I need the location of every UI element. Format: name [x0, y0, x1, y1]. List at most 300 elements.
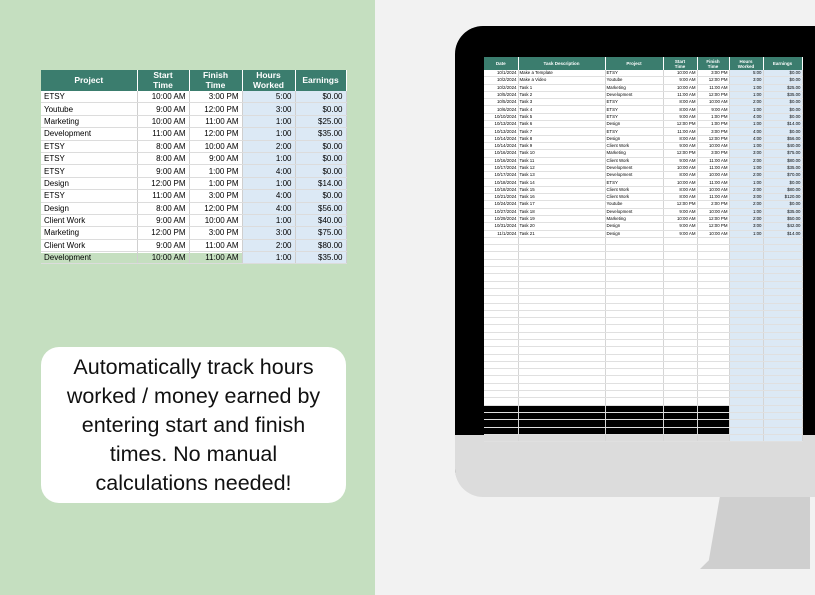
spreadsheet-cell[interactable]: 1:00 PM [697, 113, 729, 120]
spreadsheet-empty-cell[interactable] [697, 354, 729, 361]
spreadsheet-empty-cell[interactable] [697, 245, 729, 252]
zoomed-table-cell[interactable]: 11:00 AM [189, 115, 242, 127]
spreadsheet-cell[interactable]: Design [605, 135, 663, 142]
spreadsheet-cell[interactable]: Task 9 [518, 142, 605, 149]
spreadsheet-cell[interactable]: 11:00 AM [663, 91, 697, 98]
zoomed-table-cell[interactable]: ETSY [41, 91, 137, 103]
zoomed-table-cell[interactable]: 3:00 PM [189, 227, 242, 239]
spreadsheet-empty-cell[interactable] [518, 376, 605, 383]
spreadsheet-empty-cell[interactable] [697, 288, 729, 295]
zoomed-table-cell[interactable]: 1:00 [242, 214, 295, 226]
spreadsheet-cell[interactable]: Task 3 [518, 99, 605, 106]
spreadsheet-empty-cell[interactable] [763, 398, 802, 405]
spreadsheet-cell[interactable]: Youtube [605, 77, 663, 84]
spreadsheet-cell[interactable]: 1:00 [729, 208, 763, 215]
spreadsheet-empty-cell[interactable] [697, 391, 729, 398]
spreadsheet-cell[interactable]: $0.00 [763, 128, 802, 135]
spreadsheet-empty-cell[interactable] [484, 318, 518, 325]
zoomed-table-cell[interactable]: 8:00 AM [137, 140, 189, 152]
spreadsheet-cell[interactable]: $35.00 [763, 91, 802, 98]
spreadsheet-cell[interactable]: $25.00 [763, 84, 802, 91]
spreadsheet-empty-cell[interactable] [697, 405, 729, 412]
zoomed-table-cell[interactable]: 1:00 [242, 252, 295, 264]
spreadsheet-empty-cell[interactable] [663, 281, 697, 288]
spreadsheet-empty-cell[interactable] [605, 325, 663, 332]
spreadsheet-cell[interactable]: 2:00 [729, 172, 763, 179]
zoomed-table-cell[interactable]: Client Work [41, 214, 137, 226]
spreadsheet-empty-cell[interactable] [663, 310, 697, 317]
spreadsheet-empty-cell[interactable] [663, 427, 697, 434]
spreadsheet-cell[interactable]: Task 8 [518, 135, 605, 142]
spreadsheet-empty-cell[interactable] [605, 347, 663, 354]
spreadsheet-cell[interactable]: 10/13/2024 [484, 128, 518, 135]
spreadsheet-cell[interactable]: 10:00 AM [663, 215, 697, 222]
spreadsheet-empty-cell[interactable] [484, 252, 518, 259]
spreadsheet-cell[interactable]: ETSY [605, 70, 663, 77]
spreadsheet-cell[interactable]: Task 10 [518, 150, 605, 157]
zoomed-table-cell[interactable]: 9:00 AM [189, 152, 242, 164]
spreadsheet-empty-cell[interactable] [518, 259, 605, 266]
spreadsheet-cell[interactable]: 9:00 AM [663, 223, 697, 230]
zoomed-table-cell[interactable]: $0.00 [295, 140, 346, 152]
spreadsheet-cell[interactable]: Task 21 [518, 230, 605, 237]
spreadsheet-cell[interactable]: 10/14/2024 [484, 135, 518, 142]
spreadsheet-empty-cell[interactable] [663, 383, 697, 390]
spreadsheet-cell[interactable]: 10/17/2024 [484, 164, 518, 171]
spreadsheet-empty-cell[interactable] [605, 245, 663, 252]
zoomed-table-cell[interactable]: 2:00 [242, 239, 295, 251]
spreadsheet-empty-cell[interactable] [663, 412, 697, 419]
spreadsheet-cell[interactable]: 1:00 [729, 142, 763, 149]
zoomed-table-cell[interactable]: 3:00 [242, 103, 295, 115]
spreadsheet-empty-cell[interactable] [484, 369, 518, 376]
spreadsheet-empty-cell[interactable] [663, 252, 697, 259]
spreadsheet-empty-cell[interactable] [484, 325, 518, 332]
zoomed-table-cell[interactable]: 11:00 AM [189, 252, 242, 264]
zoomed-table-cell[interactable]: 8:00 AM [137, 152, 189, 164]
spreadsheet-cell[interactable]: Task 14 [518, 179, 605, 186]
spreadsheet-cell[interactable]: $80.00 [763, 186, 802, 193]
spreadsheet-cell[interactable]: 12:00 PM [697, 91, 729, 98]
spreadsheet-cell[interactable]: ETSY [605, 113, 663, 120]
spreadsheet-empty-cell[interactable] [763, 361, 802, 368]
spreadsheet-cell[interactable]: $35.00 [763, 164, 802, 171]
spreadsheet-cell[interactable]: $0.00 [763, 113, 802, 120]
spreadsheet-empty-cell[interactable] [729, 303, 763, 310]
spreadsheet-cell[interactable]: 12:00 PM [663, 150, 697, 157]
spreadsheet-cell[interactable]: $70.00 [763, 172, 802, 179]
spreadsheet-empty-cell[interactable] [763, 391, 802, 398]
spreadsheet-cell[interactable]: $56.00 [763, 135, 802, 142]
spreadsheet-empty-cell[interactable] [605, 391, 663, 398]
spreadsheet-cell[interactable]: 10/27/2024 [484, 208, 518, 215]
spreadsheet-empty-cell[interactable] [729, 252, 763, 259]
spreadsheet-cell[interactable]: Task 7 [518, 128, 605, 135]
spreadsheet-empty-cell[interactable] [697, 376, 729, 383]
spreadsheet-empty-cell[interactable] [518, 303, 605, 310]
spreadsheet-empty-cell[interactable] [697, 237, 729, 244]
spreadsheet-empty-cell[interactable] [763, 412, 802, 419]
zoomed-table-cell[interactable]: 5:00 [242, 91, 295, 103]
spreadsheet-cell[interactable]: 2:00 PM [697, 201, 729, 208]
spreadsheet-empty-cell[interactable] [484, 303, 518, 310]
spreadsheet-empty-cell[interactable] [518, 288, 605, 295]
spreadsheet-cell[interactable]: 10/31/2024 [484, 223, 518, 230]
spreadsheet-header-cell[interactable]: Hours Worked [729, 57, 763, 70]
spreadsheet-empty-cell[interactable] [763, 310, 802, 317]
spreadsheet-cell[interactable]: $0.00 [763, 179, 802, 186]
spreadsheet-empty-cell[interactable] [697, 347, 729, 354]
spreadsheet-cell[interactable]: 10/16/2024 [484, 157, 518, 164]
spreadsheet-header-cell[interactable]: Start Time [663, 57, 697, 70]
spreadsheet-cell[interactable]: Task 13 [518, 172, 605, 179]
spreadsheet-empty-cell[interactable] [518, 267, 605, 274]
spreadsheet-cell[interactable]: $50.00 [763, 215, 802, 222]
spreadsheet-empty-cell[interactable] [484, 237, 518, 244]
spreadsheet-cell[interactable]: 1:00 [729, 164, 763, 171]
spreadsheet-empty-cell[interactable] [518, 369, 605, 376]
spreadsheet-cell[interactable]: $35.00 [763, 208, 802, 215]
spreadsheet-empty-cell[interactable] [763, 369, 802, 376]
spreadsheet-empty-cell[interactable] [763, 245, 802, 252]
spreadsheet-empty-cell[interactable] [763, 237, 802, 244]
spreadsheet-cell[interactable]: 8:00 AM [663, 172, 697, 179]
spreadsheet-empty-cell[interactable] [518, 237, 605, 244]
spreadsheet-cell[interactable]: 9:00 AM [663, 157, 697, 164]
spreadsheet-empty-cell[interactable] [518, 281, 605, 288]
spreadsheet-cell[interactable]: $0.00 [763, 77, 802, 84]
spreadsheet-cell[interactable]: Task 15 [518, 186, 605, 193]
zoomed-table-header-cell[interactable]: Project [41, 70, 137, 91]
spreadsheet-empty-cell[interactable] [484, 427, 518, 434]
zoomed-table-cell[interactable]: 4:00 [242, 202, 295, 214]
spreadsheet-empty-cell[interactable] [518, 332, 605, 339]
spreadsheet-empty-cell[interactable] [605, 412, 663, 419]
spreadsheet-empty-cell[interactable] [484, 420, 518, 427]
zoomed-table-cell[interactable]: 9:00 AM [137, 239, 189, 251]
zoomed-table-cell[interactable]: 12:00 PM [137, 227, 189, 239]
spreadsheet-cell[interactable]: 11:00 AM [697, 194, 729, 201]
spreadsheet-cell[interactable]: Task 1 [518, 84, 605, 91]
spreadsheet-empty-cell[interactable] [663, 303, 697, 310]
spreadsheet-empty-cell[interactable] [484, 339, 518, 346]
spreadsheet-empty-cell[interactable] [484, 274, 518, 281]
spreadsheet-empty-cell[interactable] [663, 259, 697, 266]
spreadsheet-empty-cell[interactable] [663, 296, 697, 303]
spreadsheet-cell[interactable]: 11:00 AM [697, 84, 729, 91]
spreadsheet-cell[interactable]: Task 18 [518, 208, 605, 215]
spreadsheet-cell[interactable]: 10:00 AM [663, 179, 697, 186]
spreadsheet-cell[interactable]: 10/16/2024 [484, 150, 518, 157]
spreadsheet-empty-cell[interactable] [484, 412, 518, 419]
spreadsheet-empty-cell[interactable] [729, 259, 763, 266]
zoomed-table-cell[interactable]: 4:00 [242, 165, 295, 177]
spreadsheet-cell[interactable]: 12:00 PM [697, 135, 729, 142]
zoomed-table-cell[interactable]: 12:00 PM [189, 128, 242, 140]
spreadsheet-empty-cell[interactable] [605, 383, 663, 390]
zoomed-table-cell[interactable]: 1:00 PM [189, 177, 242, 189]
zoomed-table-cell[interactable]: 12:00 PM [189, 202, 242, 214]
spreadsheet-empty-cell[interactable] [729, 325, 763, 332]
spreadsheet-header-cell[interactable]: Project [605, 57, 663, 70]
spreadsheet-empty-cell[interactable] [697, 303, 729, 310]
spreadsheet-cell[interactable]: Marketing [605, 215, 663, 222]
spreadsheet-cell[interactable]: $0.00 [763, 99, 802, 106]
spreadsheet-cell[interactable]: Design [605, 230, 663, 237]
spreadsheet-cell[interactable]: 3:00 PM [697, 70, 729, 77]
spreadsheet-empty-cell[interactable] [605, 274, 663, 281]
spreadsheet-empty-cell[interactable] [697, 296, 729, 303]
spreadsheet-empty-cell[interactable] [729, 412, 763, 419]
spreadsheet-empty-cell[interactable] [697, 434, 729, 441]
spreadsheet-empty-cell[interactable] [729, 434, 763, 441]
zoomed-table-cell[interactable]: 1:00 PM [189, 165, 242, 177]
zoomed-table-cell[interactable]: ETSY [41, 190, 137, 202]
spreadsheet-cell[interactable]: 10/29/2024 [484, 215, 518, 222]
spreadsheet-cell[interactable]: 10:00 AM [663, 84, 697, 91]
spreadsheet-cell[interactable]: $80.00 [763, 157, 802, 164]
spreadsheet-empty-cell[interactable] [763, 325, 802, 332]
spreadsheet-empty-cell[interactable] [663, 391, 697, 398]
spreadsheet-empty-cell[interactable] [729, 376, 763, 383]
spreadsheet-cell[interactable]: Marketing [605, 150, 663, 157]
spreadsheet-cell[interactable]: $75.00 [763, 150, 802, 157]
spreadsheet-empty-cell[interactable] [763, 281, 802, 288]
zoomed-table-cell[interactable]: 11:00 AM [189, 239, 242, 251]
spreadsheet-cell[interactable]: Development [605, 208, 663, 215]
spreadsheet-cell[interactable]: Design [605, 223, 663, 230]
spreadsheet-cell[interactable]: $0.00 [763, 201, 802, 208]
spreadsheet-empty-cell[interactable] [663, 332, 697, 339]
spreadsheet-empty-cell[interactable] [518, 296, 605, 303]
spreadsheet-empty-cell[interactable] [697, 412, 729, 419]
zoomed-table-cell[interactable]: 1:00 [242, 115, 295, 127]
spreadsheet-empty-cell[interactable] [484, 245, 518, 252]
spreadsheet-cell[interactable]: 10:00 AM [697, 172, 729, 179]
spreadsheet-empty-cell[interactable] [763, 434, 802, 441]
spreadsheet-cell[interactable]: Marketing [605, 84, 663, 91]
spreadsheet-cell[interactable]: Make a Template [518, 70, 605, 77]
zoomed-table-cell[interactable]: $0.00 [295, 190, 346, 202]
spreadsheet-empty-cell[interactable] [605, 332, 663, 339]
spreadsheet-empty-cell[interactable] [484, 405, 518, 412]
spreadsheet-empty-cell[interactable] [729, 332, 763, 339]
spreadsheet-cell[interactable]: 12:00 PM [697, 77, 729, 84]
spreadsheet-empty-cell[interactable] [697, 361, 729, 368]
zoomed-table-header-cell[interactable]: Start Time [137, 70, 189, 91]
spreadsheet-cell[interactable]: Task 5 [518, 113, 605, 120]
spreadsheet-cell[interactable]: 8:00 AM [663, 106, 697, 113]
spreadsheet-empty-cell[interactable] [605, 339, 663, 346]
spreadsheet-empty-cell[interactable] [605, 434, 663, 441]
spreadsheet-empty-cell[interactable] [605, 427, 663, 434]
spreadsheet-empty-cell[interactable] [484, 332, 518, 339]
spreadsheet-cell[interactable]: 12:00 PM [697, 223, 729, 230]
zoomed-table-cell[interactable]: Marketing [41, 227, 137, 239]
spreadsheet-empty-cell[interactable] [484, 361, 518, 368]
spreadsheet-cell[interactable]: 12:00 PM [663, 121, 697, 128]
spreadsheet-cell[interactable]: 10/5/2024 [484, 99, 518, 106]
zoomed-table-cell[interactable]: 12:00 PM [137, 177, 189, 189]
spreadsheet-empty-cell[interactable] [663, 267, 697, 274]
spreadsheet-cell[interactable]: 10/13/2024 [484, 121, 518, 128]
spreadsheet-empty-cell[interactable] [484, 288, 518, 295]
spreadsheet-empty-cell[interactable] [518, 420, 605, 427]
spreadsheet-cell[interactable]: 4:00 [729, 113, 763, 120]
spreadsheet-empty-cell[interactable] [663, 274, 697, 281]
spreadsheet-cell[interactable]: 2:00 [729, 201, 763, 208]
spreadsheet-cell[interactable]: Development [605, 91, 663, 98]
spreadsheet-empty-cell[interactable] [663, 339, 697, 346]
zoomed-table-header-cell[interactable]: Earnings [295, 70, 346, 91]
spreadsheet-empty-cell[interactable] [484, 281, 518, 288]
zoomed-table-cell[interactable]: 4:00 [242, 190, 295, 202]
spreadsheet-cell[interactable]: $42.00 [763, 223, 802, 230]
spreadsheet-cell[interactable]: 3:00 [729, 223, 763, 230]
spreadsheet-empty-cell[interactable] [605, 318, 663, 325]
spreadsheet-empty-cell[interactable] [484, 391, 518, 398]
spreadsheet-empty-cell[interactable] [518, 427, 605, 434]
spreadsheet-cell[interactable]: 3:00 PM [697, 150, 729, 157]
spreadsheet-empty-cell[interactable] [697, 310, 729, 317]
spreadsheet-empty-cell[interactable] [663, 420, 697, 427]
zoomed-table-cell[interactable]: $14.00 [295, 177, 346, 189]
spreadsheet-empty-cell[interactable] [605, 405, 663, 412]
spreadsheet-empty-cell[interactable] [605, 376, 663, 383]
spreadsheet-empty-cell[interactable] [729, 274, 763, 281]
spreadsheet-cell[interactable]: 3:00 [729, 194, 763, 201]
spreadsheet-cell[interactable]: 10/21/2024 [484, 194, 518, 201]
spreadsheet-cell[interactable]: $40.00 [763, 142, 802, 149]
zoomed-table-cell[interactable]: Development [41, 128, 137, 140]
spreadsheet-cell[interactable]: 10/18/2024 [484, 179, 518, 186]
zoomed-table-cell[interactable]: $35.00 [295, 252, 346, 264]
spreadsheet-empty-cell[interactable] [729, 391, 763, 398]
spreadsheet-cell[interactable]: Task 11 [518, 157, 605, 164]
zoomed-table-cell[interactable]: $75.00 [295, 227, 346, 239]
zoomed-table-cell[interactable]: $0.00 [295, 91, 346, 103]
spreadsheet-empty-cell[interactable] [763, 318, 802, 325]
spreadsheet-cell[interactable]: 12:00 PM [663, 201, 697, 208]
spreadsheet-empty-cell[interactable] [763, 303, 802, 310]
zoomed-table-cell[interactable]: 9:00 AM [137, 165, 189, 177]
zoomed-table-cell[interactable]: 10:00 AM [189, 140, 242, 152]
spreadsheet-empty-cell[interactable] [663, 354, 697, 361]
spreadsheet-cell[interactable]: 10/17/2024 [484, 172, 518, 179]
spreadsheet-empty-cell[interactable] [697, 252, 729, 259]
spreadsheet-cell[interactable]: 3:00 PM [697, 128, 729, 135]
spreadsheet-cell[interactable]: 10/24/2024 [484, 201, 518, 208]
zoomed-table-cell[interactable]: $40.00 [295, 214, 346, 226]
spreadsheet-empty-cell[interactable] [518, 405, 605, 412]
spreadsheet-cell[interactable]: ETSY [605, 106, 663, 113]
zoomed-table-cell[interactable]: Development [41, 252, 137, 264]
spreadsheet-empty-cell[interactable] [697, 339, 729, 346]
spreadsheet-empty-cell[interactable] [518, 434, 605, 441]
spreadsheet-empty-cell[interactable] [729, 281, 763, 288]
spreadsheet-empty-cell[interactable] [763, 259, 802, 266]
spreadsheet-cell[interactable]: $120.00 [763, 194, 802, 201]
spreadsheet-empty-cell[interactable] [729, 354, 763, 361]
spreadsheet-cell[interactable]: 10/2/2024 [484, 77, 518, 84]
spreadsheet-cell[interactable]: 1:00 [729, 106, 763, 113]
spreadsheet-empty-cell[interactable] [484, 434, 518, 441]
spreadsheet-empty-cell[interactable] [763, 332, 802, 339]
spreadsheet-cell[interactable]: 9:00 AM [663, 208, 697, 215]
spreadsheet-cell[interactable]: 10:00 AM [697, 99, 729, 106]
spreadsheet-cell[interactable]: $14.00 [763, 230, 802, 237]
spreadsheet-empty-cell[interactable] [697, 420, 729, 427]
zoomed-table-cell[interactable]: ETSY [41, 140, 137, 152]
spreadsheet-empty-cell[interactable] [763, 420, 802, 427]
spreadsheet-cell[interactable]: 2:00 [729, 215, 763, 222]
spreadsheet-empty-cell[interactable] [763, 288, 802, 295]
spreadsheet-empty-cell[interactable] [605, 354, 663, 361]
spreadsheet-empty-cell[interactable] [484, 376, 518, 383]
spreadsheet-header-cell[interactable]: Task Description [518, 57, 605, 70]
spreadsheet-cell[interactable]: Client Work [605, 194, 663, 201]
zoomed-table-cell[interactable]: $0.00 [295, 103, 346, 115]
zoomed-table-cell[interactable]: 9:00 AM [137, 214, 189, 226]
spreadsheet-cell[interactable]: Client Work [605, 186, 663, 193]
spreadsheet-empty-cell[interactable] [763, 339, 802, 346]
spreadsheet-empty-cell[interactable] [518, 361, 605, 368]
zoomed-table-cell[interactable]: 11:00 AM [137, 128, 189, 140]
spreadsheet-cell[interactable]: Task 19 [518, 215, 605, 222]
spreadsheet-empty-cell[interactable] [729, 383, 763, 390]
zoomed-table-cell[interactable]: $80.00 [295, 239, 346, 251]
spreadsheet-cell[interactable]: 10/1/2024 [484, 70, 518, 77]
spreadsheet-cell[interactable]: 2:00 [729, 186, 763, 193]
spreadsheet-cell[interactable]: 11:00 AM [663, 128, 697, 135]
spreadsheet-header-cell[interactable]: Finish Time [697, 57, 729, 70]
spreadsheet-cell[interactable]: ETSY [605, 128, 663, 135]
spreadsheet-empty-cell[interactable] [663, 369, 697, 376]
spreadsheet-empty-cell[interactable] [605, 252, 663, 259]
spreadsheet-empty-cell[interactable] [518, 325, 605, 332]
zoomed-table-cell[interactable]: 10:00 AM [137, 115, 189, 127]
spreadsheet-empty-cell[interactable] [697, 318, 729, 325]
zoomed-table-cell[interactable]: 1:00 [242, 177, 295, 189]
spreadsheet-empty-cell[interactable] [729, 245, 763, 252]
spreadsheet-empty-cell[interactable] [729, 347, 763, 354]
spreadsheet-cell[interactable]: 11:00 AM [697, 179, 729, 186]
spreadsheet-empty-cell[interactable] [729, 267, 763, 274]
spreadsheet-cell[interactable]: 8:00 AM [663, 135, 697, 142]
spreadsheet-empty-cell[interactable] [518, 391, 605, 398]
spreadsheet-cell[interactable]: $14.00 [763, 121, 802, 128]
zoomed-table-cell[interactable]: 12:00 PM [189, 103, 242, 115]
spreadsheet-empty-cell[interactable] [697, 369, 729, 376]
spreadsheet-cell[interactable]: 8:00 AM [663, 194, 697, 201]
spreadsheet-header-cell[interactable]: Earnings [763, 57, 802, 70]
spreadsheet-empty-cell[interactable] [697, 274, 729, 281]
spreadsheet-empty-cell[interactable] [763, 405, 802, 412]
spreadsheet-cell[interactable]: 1:00 [729, 91, 763, 98]
spreadsheet-empty-cell[interactable] [663, 398, 697, 405]
spreadsheet-empty-cell[interactable] [729, 369, 763, 376]
spreadsheet-cell[interactable]: Task 6 [518, 121, 605, 128]
spreadsheet-empty-cell[interactable] [605, 369, 663, 376]
zoomed-table-cell[interactable]: 10:00 AM [137, 91, 189, 103]
spreadsheet-empty-cell[interactable] [729, 361, 763, 368]
spreadsheet-empty-cell[interactable] [763, 427, 802, 434]
zoomed-table-cell[interactable]: 10:00 AM [137, 252, 189, 264]
spreadsheet-empty-cell[interactable] [484, 310, 518, 317]
zoomed-table-cell[interactable]: Client Work [41, 239, 137, 251]
spreadsheet-empty-cell[interactable] [605, 420, 663, 427]
spreadsheet-cell[interactable]: 10:00 AM [663, 164, 697, 171]
